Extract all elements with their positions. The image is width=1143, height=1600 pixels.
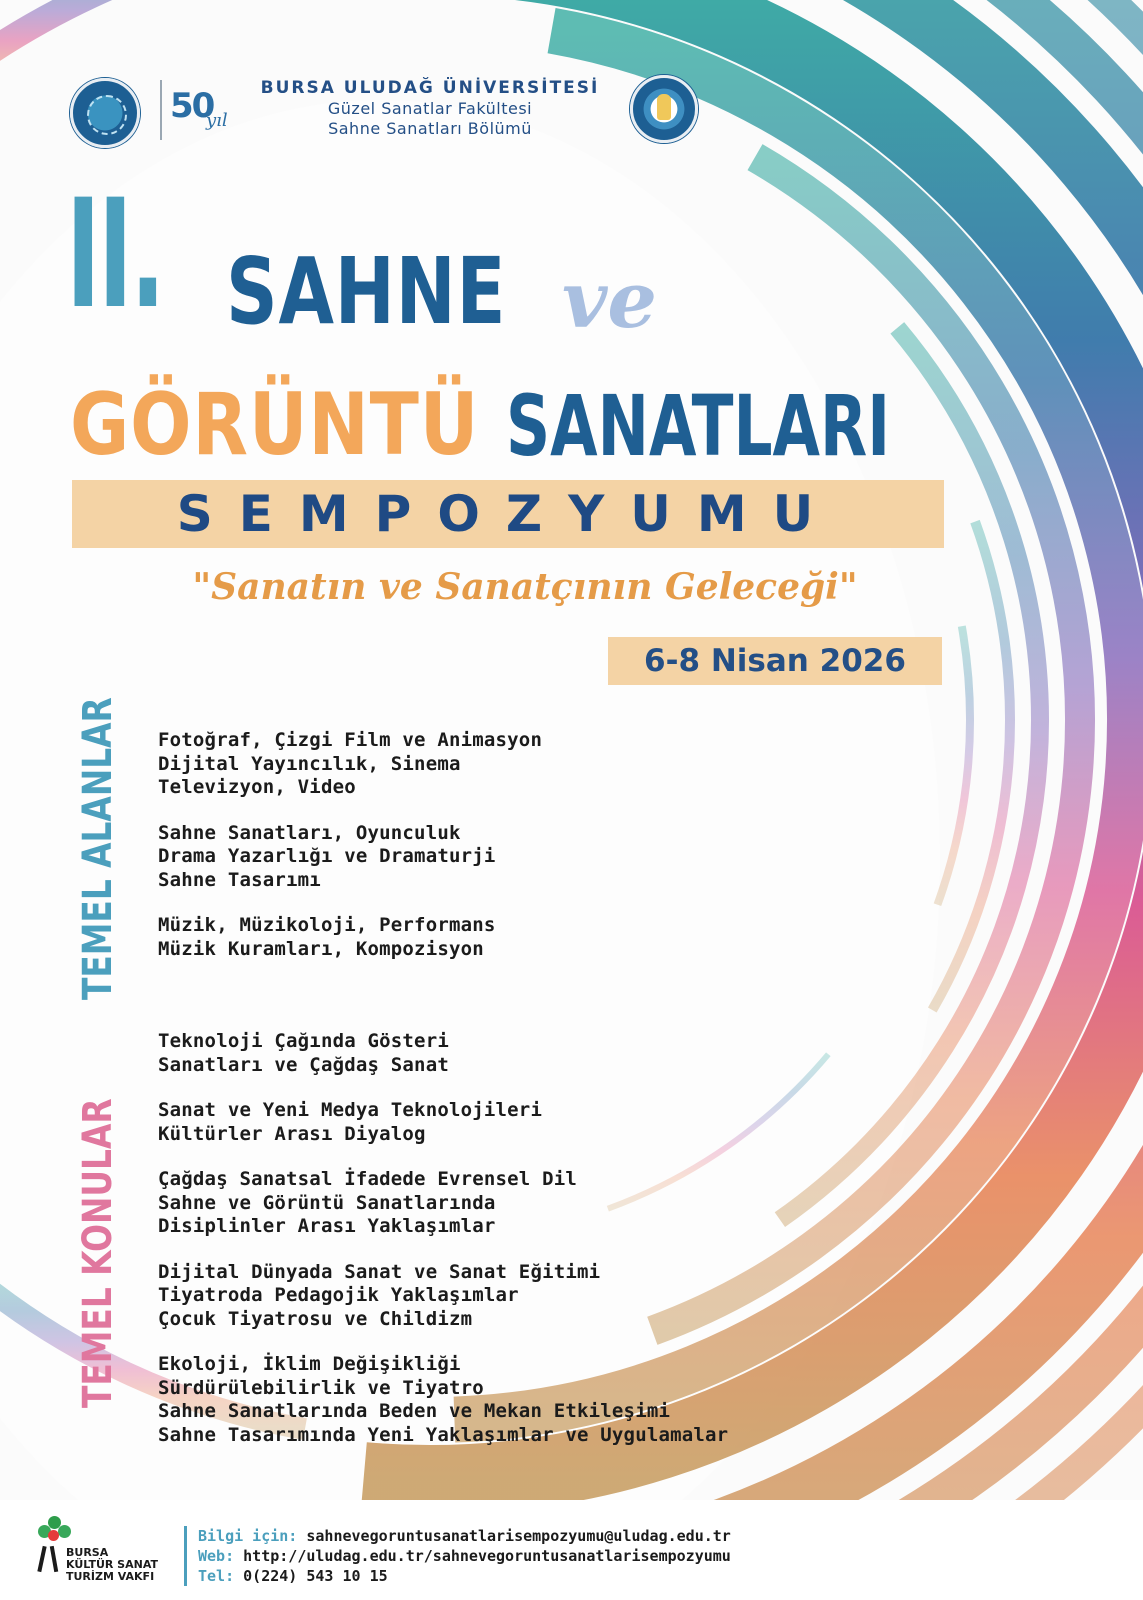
contact-web-link[interactable]: http://uludag.edu.tr/sahnevegoruntusanatlarisempozyumu: [243, 1547, 731, 1565]
event-date: 6-8 Nisan 2026: [644, 643, 906, 679]
list-item: Sahne Sanatları, Oyunculuk: [158, 821, 461, 844]
temel-konular-label: TEMEL KONULAR: [75, 1098, 121, 1408]
contact-email-row: [198, 1526, 731, 1546]
list-item: Çocuk Tiyatrosu ve Childizm: [158, 1307, 473, 1330]
list-item: Çağdaş Sanatsal İfadede Evrensel Dil: [158, 1168, 578, 1190]
foundation-name-line: TURİZM VAKFI: [66, 1570, 155, 1583]
title-sanatlari: SANATLARI: [506, 377, 891, 475]
contact-tel-value: 0(224) 543 10 15: [243, 1567, 388, 1585]
list-item: Kültürler Arası Diyalog: [158, 1122, 426, 1145]
university-seal-logo: [70, 78, 140, 148]
title-roman-numeral: II.: [66, 168, 164, 342]
footer-divider: [184, 1526, 187, 1586]
list-item: Sahne Sanatlarında Beden ve Mekan Etkileşimi: [158, 1400, 671, 1422]
title-sempozyumu: SEMPOZYUMU: [176, 485, 840, 543]
list-item: Dijital Dünyada Sanat ve Sanat Eğitimi: [158, 1260, 601, 1283]
faculty-name: Güzel Sanatlar Fakültesi: [327, 99, 533, 118]
list-group: [158, 822, 542, 893]
foundation-name: [66, 1547, 158, 1583]
list-item: Teknoloji Çağında Gösteri: [158, 1030, 449, 1052]
list-item: Televizyon, Video: [158, 776, 356, 798]
list-item: Dijital Yayıncılık, Sinema: [158, 752, 461, 775]
list-group: [158, 1168, 728, 1239]
list-group: [158, 914, 542, 961]
contact-web-row: [198, 1546, 731, 1566]
list-item: Sanatları ve Çağdaş Sanat: [158, 1053, 449, 1076]
list-item: Ekoloji, İklim Değişikliği: [158, 1353, 461, 1375]
list-group: [158, 1030, 728, 1077]
contact-email-link[interactable]: sahnevegoruntusanatlarisempozyumu@uludag.edu.tr: [306, 1527, 731, 1545]
list-group: [158, 1353, 728, 1447]
contact-info: [198, 1526, 731, 1586]
faculty-seal-logo: [630, 75, 698, 143]
title-goruntu: GÖRÜNTÜ: [70, 375, 480, 475]
list-item: Sanat ve Yeni Medya Teknolojileri: [158, 1099, 543, 1121]
contact-tel-label: Tel:: [198, 1567, 235, 1585]
foundation-name-line: BURSA: [66, 1546, 109, 1559]
department-name: Sahne Sanatları Bölümü: [328, 119, 532, 138]
list-group: [158, 1261, 728, 1332]
temel-konular-list: [158, 1030, 728, 1469]
list-item: Fotoğraf, Çizgi Film ve Animasyon: [158, 729, 543, 751]
theme-subtitle: "Sanatın ve Sanatçının Geleceği": [192, 566, 858, 608]
list-item: Disiplinler Arası Yaklaşımlar: [158, 1215, 496, 1237]
decorative-arc: [937, 626, 970, 904]
list-item: Sahne ve Görüntü Sanatlarında: [158, 1191, 496, 1214]
list-item: Müzik Kuramları, Kompozisyon: [158, 937, 484, 960]
list-item: Sürdürülebilirlik ve Tiyatro: [158, 1376, 484, 1399]
anniversary-number: 50: [170, 86, 214, 126]
temel-alanlar-list: [158, 729, 542, 983]
list-group: [158, 729, 542, 800]
list-group: [158, 1099, 728, 1146]
temel-alanlar-label: TEMEL ALANLAR: [75, 697, 121, 1000]
list-item: Sahne Tasarımı: [158, 868, 321, 891]
title-ve: ve: [562, 255, 657, 346]
fiftieth-anniversary-logo: [160, 80, 248, 140]
title-sahne: SAHNE: [226, 238, 507, 345]
anniversary-suffix: yıl: [206, 110, 228, 131]
list-item: Müzik, Müzikoloji, Performans: [158, 914, 496, 936]
foundation-name-line: KÜLTÜR SANAT: [66, 1558, 158, 1571]
institution-block: [250, 78, 610, 138]
contact-web-label: Web:: [198, 1547, 235, 1565]
list-item: Sahne Tasarımında Yeni Yaklaşımlar ve Uygulamalar: [158, 1423, 729, 1446]
list-item: Drama Yazarlığı ve Dramaturji: [158, 845, 496, 867]
contact-tel-row: [198, 1566, 731, 1586]
university-name: BURSA ULUDAĞ ÜNİVERSİTESİ: [260, 78, 600, 98]
list-item: Tiyatroda Pedagojik Yaklaşımlar: [158, 1284, 519, 1306]
contact-email-label: Bilgi için:: [198, 1527, 298, 1545]
